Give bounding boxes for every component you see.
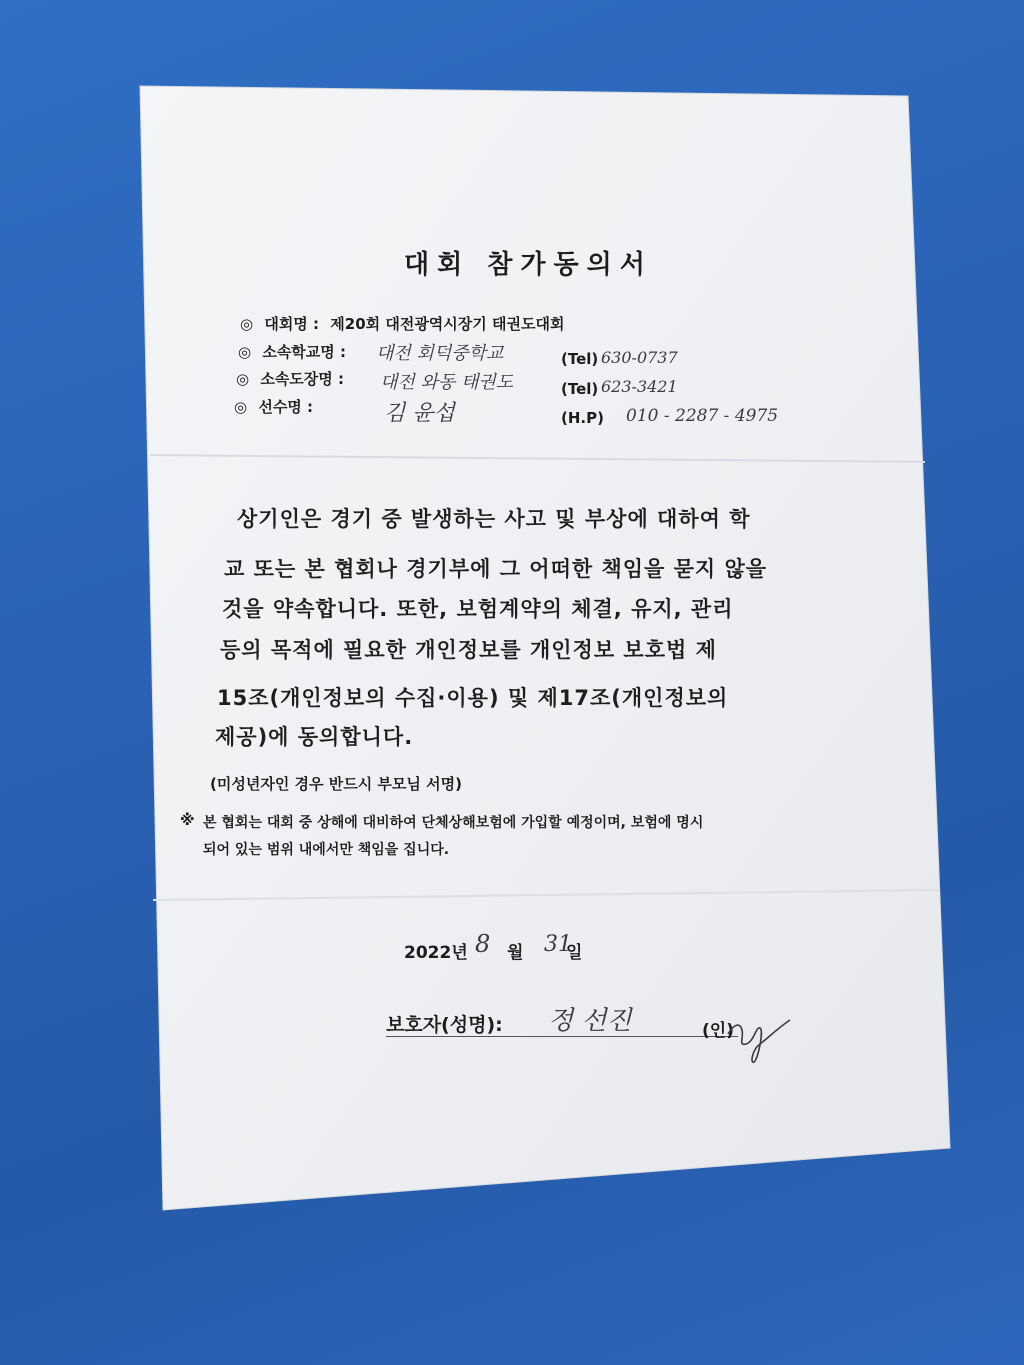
handwritten-player-phone: 010 - 2287 - 4975 <box>626 406 779 426</box>
field-label-dojang: 소속도장명 : <box>260 370 344 388</box>
body-line: 것을 약속합니다. 또한, 보험계약의 체결, 유지, 관리 <box>222 597 734 621</box>
signature-underline <box>386 1036 738 1037</box>
body-line: 등의 목적에 필요한 개인정보를 개인정보 보호법 제 <box>220 638 717 662</box>
marker-icon: ◎ <box>240 315 254 333</box>
insurance-note-mark: ※ <box>180 811 195 829</box>
field-row-dojang <box>236 368 344 389</box>
body-line: 제공)에 동의합니다. <box>215 725 414 749</box>
date-day-unit: 일 <box>566 943 583 963</box>
document-title: 대회 참가동의서 <box>404 250 653 280</box>
handwritten-school-name: 대전 회덕중학교 <box>376 343 504 364</box>
field-value-event: 제20회 대전광역시장기 태권도대회 <box>330 315 565 333</box>
marker-icon: ◎ <box>236 370 250 388</box>
field-row-event <box>240 313 564 334</box>
handwritten-dojang-name: 대전 와동 태권도 <box>380 372 514 393</box>
handwritten-date-day: 31 <box>544 932 572 957</box>
signature-scribble <box>720 1006 800 1066</box>
field-label-event: 대회명 : <box>264 315 320 333</box>
body-line: 15조(개인정보의 수집·이용) 및 제17조(개인정보의 <box>217 686 729 710</box>
date-month-unit: 월 <box>507 943 524 963</box>
school-phone-label: (Tel) <box>561 350 599 368</box>
field-row-player <box>234 396 313 417</box>
handwritten-date-month: 8 <box>475 930 491 958</box>
minor-signature-note: (미성년자인 경우 반드시 부모님 서명) <box>210 775 462 793</box>
field-row-school <box>238 341 346 362</box>
body-line: 교 또는 본 협회나 경기부에 그 어떠한 책임을 묻지 않을 <box>224 557 768 581</box>
dojang-phone-label: (Tel) <box>561 380 599 398</box>
handwritten-school-phone: 630-0737 <box>601 348 678 367</box>
insurance-note-line: 본 협회는 대회 중 상해에 대비하여 단체상해보험에 가입할 예정이며, 보험에 명시 <box>203 815 704 831</box>
marker-icon: ◎ <box>234 398 248 416</box>
field-label-school: 소속학교명 : <box>262 343 346 361</box>
handwritten-player-name: 김 윤섭 <box>384 401 455 426</box>
body-line: 상기인은 경기 중 발생하는 사고 및 부상에 대하여 학 <box>237 507 751 531</box>
seal-marker: (인) <box>702 1021 734 1041</box>
marker-icon: ◎ <box>238 343 252 361</box>
handwritten-dojang-phone: 623-3421 <box>601 377 678 396</box>
date-year: 2022년 <box>404 943 468 963</box>
insurance-note-line: 되어 있는 범위 내에서만 책임을 집니다. <box>203 842 450 858</box>
field-label-player: 선수명 : <box>258 398 314 416</box>
guardian-label: 보호자(성명): <box>386 1014 503 1036</box>
player-phone-label: (H.P) <box>561 409 604 427</box>
handwritten-guardian-name: 정 선진 <box>548 1006 632 1036</box>
